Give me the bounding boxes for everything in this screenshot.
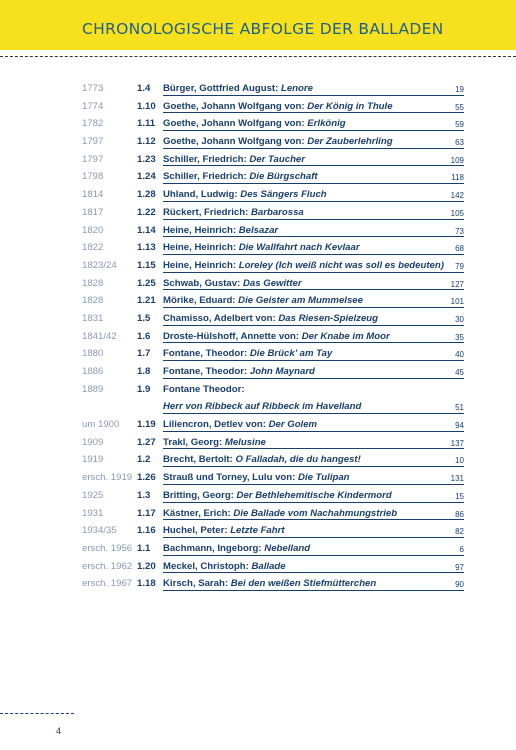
entry-page-number: 73 — [455, 226, 464, 236]
entry-number: 1.11 — [137, 118, 156, 130]
list-item — [82, 540, 464, 558]
entry-year: 1828 — [82, 277, 104, 289]
entry-page-number: 90 — [455, 580, 464, 590]
entry-page-number: 10 — [455, 456, 464, 466]
entry-year: 1773 — [82, 83, 104, 94]
entry-number: 1.18 — [137, 578, 156, 590]
list-item — [82, 239, 464, 257]
entry-text — [163, 384, 245, 395]
entry-author: Fontane Theodor: — [163, 383, 245, 395]
list-item — [82, 398, 464, 416]
entry-author: Kästner, Erich: — [163, 507, 234, 519]
entry-title: Letzte Fahrt — [230, 525, 285, 537]
entry-page-number: 30 — [455, 314, 464, 324]
entry-year: ersch. 1967 — [82, 578, 133, 590]
entry-number: 1.10 — [137, 100, 156, 112]
entry-author: Kirsch, Sarah: — [163, 578, 231, 590]
entry-page-number: 127 — [450, 279, 464, 289]
entry-title: Melusine — [224, 436, 266, 448]
entry-page-number: 6 — [459, 544, 464, 554]
entry-leader-line — [163, 165, 464, 166]
list-item — [82, 434, 464, 452]
entry-text — [163, 260, 444, 271]
entry-number: 1.3 — [137, 489, 151, 501]
entry-author: Rückert, Friedrich: — [163, 206, 251, 218]
entry-title: Der König in Thule — [307, 100, 393, 112]
entry-year: 1919 — [82, 454, 104, 466]
list-item — [82, 487, 464, 505]
list-item — [82, 80, 464, 98]
entry-author: Britting, Georg: — [163, 489, 237, 501]
entry-author: Trakl, Georg: — [163, 436, 225, 448]
entry-text — [163, 331, 390, 342]
entry-leader-line — [163, 272, 464, 273]
entry-page-number: 63 — [455, 138, 464, 148]
entry-leader-line — [163, 360, 464, 361]
entry-author: Fontane, Theodor: — [163, 366, 250, 377]
entry-text — [163, 83, 313, 94]
entry-year: 1797 — [82, 153, 104, 165]
entry-page-number: 137 — [450, 438, 464, 448]
entry-number: 1.20 — [137, 560, 156, 572]
entry-year: 1925 — [82, 489, 104, 501]
entry-number: 1.19 — [137, 419, 156, 431]
entry-title: Die Wallfahrt nach Kevlaar — [238, 242, 360, 254]
entry-title: Der Taucher — [249, 153, 306, 165]
entry-author: Goethe, Johann Wolfgang von: — [163, 100, 308, 112]
entry-leader-line — [163, 342, 464, 343]
entry-number: 1.7 — [137, 348, 151, 360]
entry-year: ersch. 1919 — [82, 472, 133, 484]
entry-number: 1.22 — [137, 206, 156, 218]
entry-leader-line — [163, 236, 464, 237]
entry-author: Bachmann, Ingeborg: — [163, 542, 265, 554]
list-item — [82, 186, 464, 204]
entry-leader-line — [163, 130, 464, 131]
entry-number: 1.24 — [137, 171, 156, 183]
entry-page-number: 45 — [455, 368, 464, 377]
list-item — [82, 328, 464, 346]
entry-text — [163, 154, 305, 165]
entry-number: 1.26 — [137, 472, 156, 484]
entry-number: 1.17 — [137, 507, 156, 519]
entry-leader-line — [163, 590, 464, 591]
entry-title: Barbarossa — [250, 206, 304, 218]
entry-title: Die Brück’ am Tay — [249, 348, 333, 360]
list-item — [82, 469, 464, 487]
entry-title: Des Sängers Fluch — [240, 189, 327, 201]
entry-page-number: 59 — [455, 120, 464, 130]
entry-author: Strauß und Torney, Lulu von: — [163, 472, 299, 484]
entry-number: 1.2 — [137, 454, 151, 466]
list-item — [82, 381, 464, 399]
entry-number: 1.23 — [137, 153, 156, 165]
entry-number: 1.9 — [137, 383, 151, 395]
entry-number: 1.16 — [137, 525, 156, 537]
entry-year: 1798 — [82, 171, 104, 183]
entry-author: Goethe, Johann Wolfgang von: — [163, 136, 308, 148]
entry-year: 1797 — [82, 136, 104, 148]
entry-page-number: 35 — [455, 332, 464, 342]
list-item — [82, 292, 464, 310]
entry-year: ersch. 1962 — [82, 560, 133, 572]
entry-leader-line — [163, 183, 464, 184]
entry-text — [163, 508, 397, 519]
entry-leader-line — [163, 572, 464, 573]
entry-text — [163, 171, 318, 182]
entry-text — [163, 101, 393, 112]
list-item — [82, 310, 464, 328]
entry-number: 1.28 — [137, 189, 156, 201]
entry-title: Ballade — [251, 560, 286, 572]
entry-page-number: 101 — [450, 297, 464, 307]
entry-leader-line — [163, 555, 464, 556]
entry-title: Erlkönig — [307, 118, 346, 130]
entry-text — [163, 278, 302, 289]
entry-title: Belsazar — [238, 224, 279, 236]
entry-text — [163, 189, 327, 200]
list-item — [82, 151, 464, 169]
entry-title: Lenore — [280, 83, 313, 94]
list-item — [82, 451, 464, 469]
entry-text — [163, 561, 286, 572]
entry-leader-line — [163, 484, 464, 485]
entry-leader-line — [163, 254, 464, 255]
entry-number: 1.13 — [137, 242, 156, 254]
entry-author: Liliencron, Detlev von: — [163, 419, 269, 431]
list-item — [82, 133, 464, 151]
entry-text — [163, 348, 332, 359]
entry-text — [163, 543, 310, 554]
entry-leader-line — [163, 378, 464, 379]
entry-page-number: 97 — [455, 562, 464, 572]
entry-title: John Maynard — [249, 366, 315, 377]
entry-author: Huchel, Peter: — [163, 525, 231, 537]
entry-year: 1774 — [82, 100, 104, 112]
list-item — [82, 115, 464, 133]
entry-leader-line — [163, 219, 464, 220]
entry-page-number: 94 — [455, 421, 464, 431]
entry-text — [163, 490, 392, 501]
entry-text — [163, 419, 317, 430]
entry-year: 1880 — [82, 348, 104, 360]
entry-page-number: 86 — [455, 509, 464, 519]
entry-author: Fontane, Theodor: — [163, 348, 250, 360]
entry-leader-line — [163, 519, 464, 520]
list-item — [82, 257, 464, 275]
entry-title: Der Bethlehemitische Kindermord — [236, 489, 392, 501]
entry-year: ersch. 1956 — [82, 542, 133, 554]
entry-text — [163, 366, 315, 377]
entry-page-number: 142 — [450, 191, 464, 201]
entry-text — [163, 437, 266, 448]
entry-year: 1931 — [82, 507, 104, 519]
entry-page-number: 19 — [455, 85, 464, 94]
list-item — [82, 275, 464, 293]
entry-leader-line — [163, 431, 464, 432]
entry-year: 1886 — [82, 366, 104, 377]
list-item — [82, 522, 464, 540]
entry-year: 1820 — [82, 224, 104, 236]
list-item — [82, 222, 464, 240]
entry-title: Der Knabe im Moor — [301, 330, 390, 342]
list-item — [82, 98, 464, 116]
page-number: 4 — [56, 726, 62, 736]
entry-title: O Falladah, die du hangest! — [235, 454, 361, 466]
entry-title: Bei den weißen Stiefmütterchen — [230, 578, 377, 590]
entry-leader-line — [163, 413, 464, 414]
entry-page-number: 118 — [451, 173, 464, 183]
entry-leader-line — [163, 148, 464, 149]
entry-year: 1822 — [82, 242, 104, 254]
entry-text — [163, 242, 360, 253]
list-item — [82, 345, 464, 363]
entry-number: 1.12 — [137, 136, 156, 148]
entry-page-number: 40 — [455, 350, 464, 360]
entry-title: Das Riesen-Spielzeug — [278, 312, 379, 324]
entry-page-number: 51 — [455, 403, 464, 413]
entry-author: Brecht, Bertolt: — [163, 454, 236, 466]
entry-year: 1823/24 — [82, 259, 117, 271]
entry-number: 1.5 — [137, 312, 151, 324]
entry-text — [163, 525, 285, 536]
entry-text — [163, 454, 361, 465]
list-item — [82, 575, 464, 593]
entry-leader-line — [163, 201, 464, 202]
entry-text — [163, 225, 278, 236]
entry-year: 1782 — [82, 118, 104, 130]
entry-page-number: 15 — [455, 491, 464, 501]
entry-author: Mörike, Eduard: — [163, 295, 239, 307]
entry-author: Droste-Hülshoff, Annette von: — [163, 330, 302, 342]
entry-page-number: 105 — [450, 208, 464, 218]
entry-title: Das Gewitter — [242, 277, 302, 289]
entry-leader-line — [163, 448, 464, 449]
list-item — [82, 204, 464, 222]
entry-year: 1889 — [82, 383, 104, 395]
entry-page-number: 109 — [450, 155, 464, 165]
entry-leader-line — [163, 466, 464, 467]
entry-number: 1.21 — [137, 295, 156, 307]
entry-year: 1814 — [82, 189, 104, 201]
header-dashed-divider — [0, 56, 516, 57]
entry-title: Die Ballade vom Nachahmungstrieb — [233, 507, 398, 519]
entry-year: 1841/42 — [82, 330, 117, 342]
list-item — [82, 505, 464, 523]
entry-page-number: 79 — [455, 261, 464, 271]
entry-text — [163, 472, 350, 483]
entry-number: 1.15 — [137, 259, 156, 271]
ballad-chronology-list — [82, 80, 464, 593]
entry-year: 1934/35 — [82, 525, 117, 537]
entry-author: Uhland, Ludwig: — [163, 189, 241, 201]
entry-leader-line — [163, 307, 464, 308]
entry-title: Nebelland — [264, 542, 311, 554]
entry-author: Schiller, Friedrich: — [163, 153, 250, 165]
entry-leader-line — [163, 537, 464, 538]
entry-year: 1831 — [82, 312, 104, 324]
entry-number: 1.4 — [137, 83, 151, 94]
entry-number: 1.14 — [137, 224, 156, 236]
entry-leader-line — [163, 289, 464, 290]
entry-leader-line — [163, 325, 464, 326]
entry-page-number: 55 — [455, 102, 464, 112]
entry-page-number: 82 — [455, 527, 464, 537]
entry-year: 1909 — [82, 436, 104, 448]
list-item — [82, 416, 464, 434]
list-item — [82, 168, 464, 186]
entry-leader-line — [163, 112, 464, 113]
header-band — [0, 0, 516, 50]
entry-text — [163, 295, 363, 306]
entry-number: 1.1 — [137, 542, 151, 554]
entry-title: Herr von Ribbeck auf Ribbeck im Havelland — [163, 401, 362, 413]
entry-text — [163, 118, 346, 129]
entry-number: 1.6 — [137, 330, 151, 342]
entry-title: Die Tulipan — [298, 472, 350, 484]
entry-author: Schiller, Friedrich: — [163, 171, 250, 183]
footer-dashed-divider — [0, 713, 74, 714]
entry-author: Goethe, Johann Wolfgang von: — [163, 118, 308, 130]
entry-title: Der Zauberlehrling — [307, 136, 393, 148]
entry-author: Bürger, Gottfried August: — [163, 83, 281, 94]
entry-author: Meckel, Christoph: — [163, 560, 252, 572]
entry-year: 1817 — [82, 206, 104, 218]
list-item — [82, 558, 464, 576]
entry-author: Chamisso, Adelbert von: — [163, 312, 279, 324]
entry-text — [163, 578, 376, 589]
page-title: CHRONOLOGISCHE ABFOLGE DER BALLADEN — [82, 20, 444, 38]
entry-text — [163, 313, 378, 324]
entry-text — [163, 207, 304, 218]
entry-number: 1.25 — [137, 277, 156, 289]
entry-number: 1.27 — [137, 436, 156, 448]
entry-page-number: 131 — [450, 474, 464, 484]
entry-year: 1828 — [82, 295, 104, 307]
entry-number: 1.8 — [137, 366, 151, 377]
entry-text — [163, 136, 393, 147]
entry-author: Heine, Heinrich: — [163, 259, 239, 271]
entry-title: Der Golem — [268, 419, 318, 431]
entry-title: Die Bürgschaft — [249, 171, 318, 183]
entry-text — [163, 401, 361, 412]
entry-leader-line — [163, 502, 464, 503]
entry-title: Loreley (Ich weiß nicht was soll es bedeuten) — [238, 259, 444, 271]
entry-author: Heine, Heinrich: — [163, 224, 239, 236]
entry-page-number: 68 — [455, 244, 464, 254]
entry-author: Schwab, Gustav: — [163, 277, 243, 289]
entry-leader-line — [163, 95, 464, 96]
entry-title: Die Geister am Mummelsee — [238, 295, 363, 307]
entry-year: um 1900 — [82, 419, 120, 431]
entry-author: Heine, Heinrich: — [163, 242, 239, 254]
list-item — [82, 363, 464, 381]
